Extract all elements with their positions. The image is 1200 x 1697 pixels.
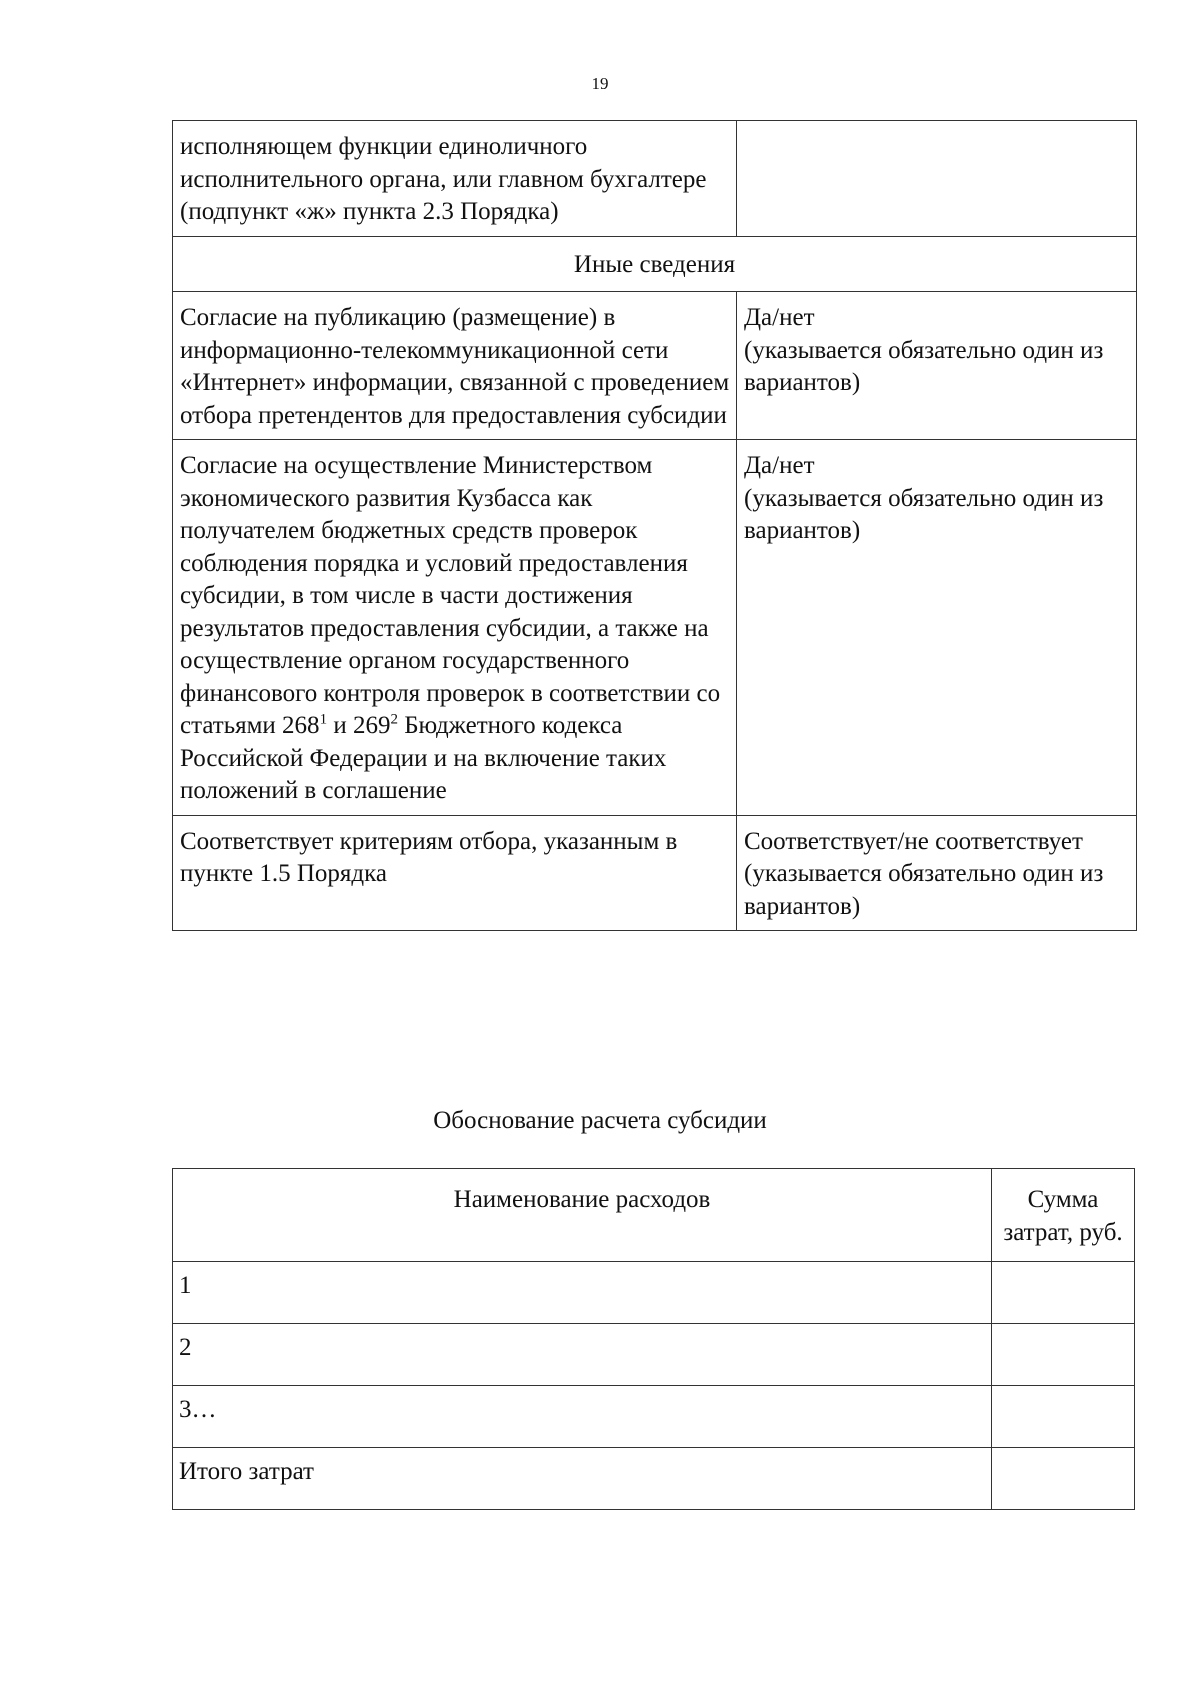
row-value bbox=[737, 440, 1137, 816]
table-row bbox=[173, 1448, 1135, 1510]
table-row bbox=[173, 121, 1137, 237]
expense-total-sum-cell bbox=[992, 1448, 1135, 1510]
superscript: 2 bbox=[390, 711, 398, 728]
applicant-info-table bbox=[172, 120, 1137, 931]
expense-table bbox=[172, 1168, 1135, 1510]
row-value-note: (указывается обязательно один из вариантов) bbox=[744, 336, 1104, 396]
column-header-name: Наименование расходов bbox=[173, 1169, 992, 1262]
row-label-part: Согласие на осуществление Министерством экономического развития Кузбасса как получателем бюджетных средств проверок соблюдения порядка и условий предоставления субсидии, в том числе в части достижения результатов предоставления субсидии, а также на осуществление органом государственного финансового контроля проверок в соответствии со статьями 268 bbox=[180, 452, 721, 739]
table-row bbox=[173, 440, 1137, 816]
expense-total-label: Итого затрат bbox=[173, 1448, 992, 1510]
row-label bbox=[173, 440, 737, 816]
row-value bbox=[737, 121, 1137, 237]
expense-sum-cell bbox=[992, 1386, 1135, 1448]
row-value-note: (указывается обязательно один из вариантов) bbox=[744, 484, 1104, 544]
row-value-note: (указывается обязательно один из вариантов) bbox=[744, 860, 1104, 920]
expense-sum-cell bbox=[992, 1262, 1135, 1324]
column-header-sum: Сумма затрат, руб. bbox=[992, 1169, 1135, 1262]
expense-sum-cell bbox=[992, 1324, 1135, 1386]
table-row bbox=[173, 1386, 1135, 1448]
row-value bbox=[737, 815, 1137, 931]
section-heading: Иные сведения bbox=[173, 236, 1137, 292]
section-title: Обоснование расчета субсидии bbox=[433, 1107, 767, 1134]
expense-name-cell: 2 bbox=[173, 1324, 992, 1386]
expense-name-cell: 3… bbox=[173, 1386, 992, 1448]
row-label-part: Бюджетного кодекса Российской Федерации и на включение таких положений в соглашение bbox=[180, 712, 667, 804]
row-value-main: Да/нет bbox=[744, 304, 815, 331]
row-label-part: и 269 bbox=[327, 712, 391, 739]
page-number: 19 bbox=[591, 74, 609, 93]
row-label: Согласие на публикацию (размещение) в информационно-телекоммуникационной сети «Интернет» информации, связанной с проведением отбора претендентов для предоставления субсидии bbox=[173, 292, 737, 440]
row-value bbox=[737, 292, 1137, 440]
table-row bbox=[173, 292, 1137, 440]
table-row bbox=[173, 1262, 1135, 1324]
section-heading-row bbox=[173, 236, 1137, 292]
row-value-main: Соответствует/не соответствует bbox=[744, 827, 1083, 855]
table-row bbox=[173, 1324, 1135, 1386]
row-label: исполняющем функции единоличного исполнительного органа, или главном бухгалтере (подпункт «ж» пункта 2.3 Порядка) bbox=[173, 121, 737, 237]
table-header-row bbox=[173, 1169, 1135, 1262]
expense-name-cell: 1 bbox=[173, 1262, 992, 1324]
row-label: Соответствует критериям отбора, указанным в пункте 1.5 Порядка bbox=[173, 815, 737, 931]
superscript: 1 bbox=[319, 711, 328, 728]
table-row bbox=[173, 815, 1137, 931]
row-value-main: Да/нет bbox=[744, 452, 815, 479]
